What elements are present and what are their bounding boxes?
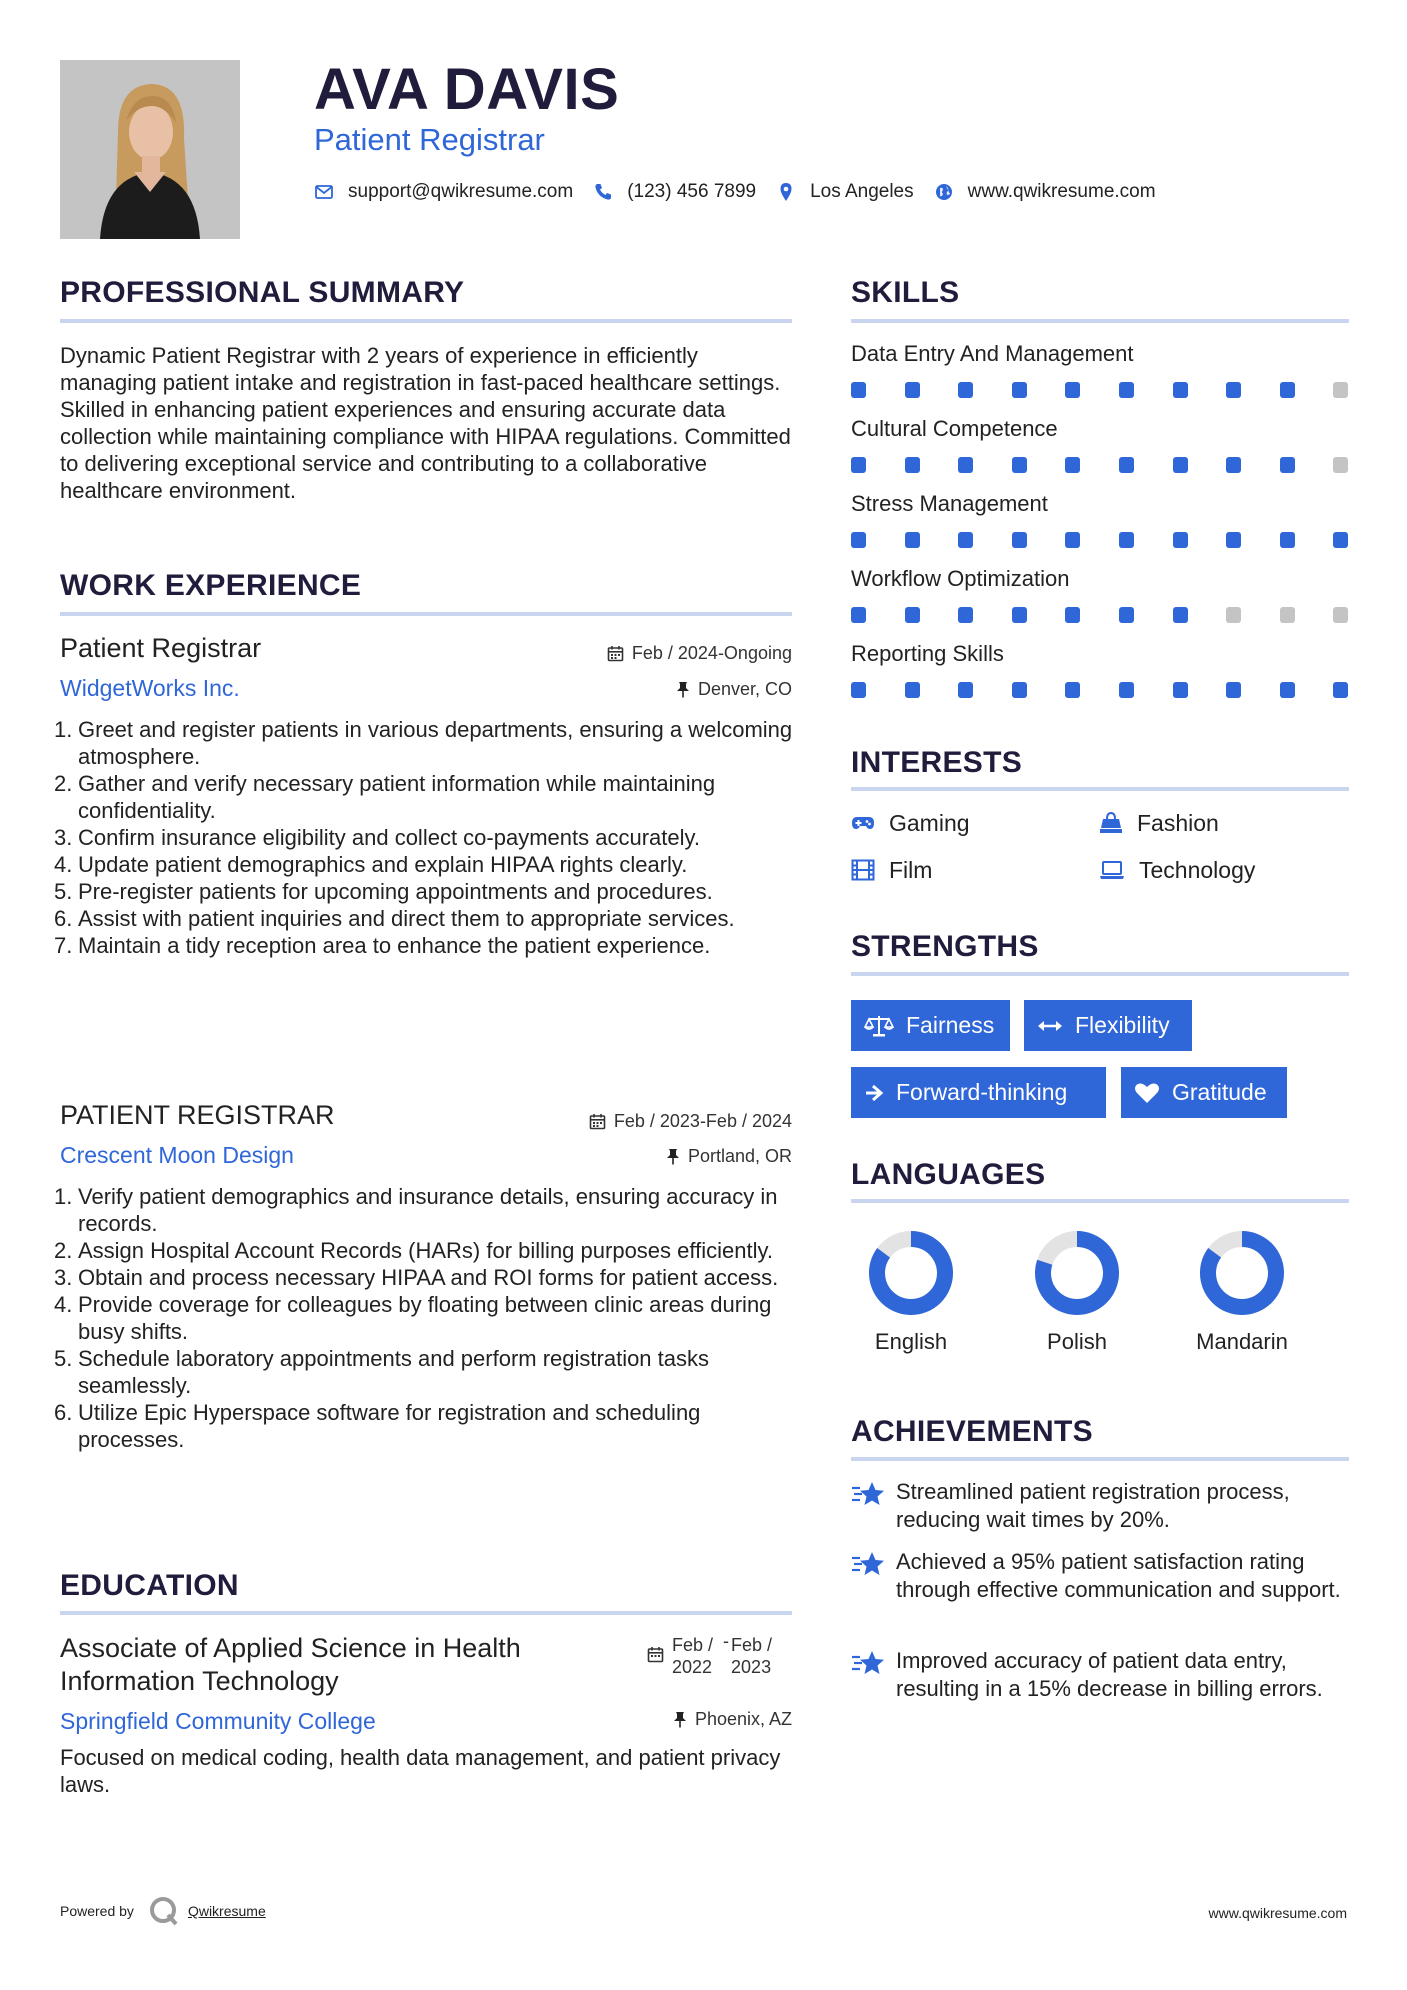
summary-divider [60, 319, 792, 323]
laptop-icon [1099, 860, 1125, 880]
skill-dot-filled [958, 607, 973, 623]
education-start-line-2: 2022 [672, 1657, 713, 1677]
skill-rating [851, 682, 1351, 700]
skill-dot-filled [1119, 457, 1134, 473]
interest-technology-label: Technology [1139, 857, 1256, 883]
candidate-title: Patient Registrar [314, 122, 545, 157]
list-item: Obtain and process necessary HIPAA and ROI forms for patient access. [78, 1265, 779, 1290]
job-2-location-text: Portland, OR [687, 1146, 792, 1166]
email-text: support@qwikresume.com [348, 181, 574, 202]
skill-dot-filled [851, 382, 866, 398]
map-marker-icon [776, 182, 796, 202]
language-donut [1199, 1230, 1285, 1316]
education-end-line-1: Feb / [731, 1635, 773, 1655]
list-item: Assist with patient inquiries and direct them to appropriate services. [78, 906, 735, 931]
skill-dot-filled [1173, 382, 1188, 398]
interest-fashion [1099, 808, 1219, 838]
education-school: Springfield Community College [60, 1708, 376, 1734]
degree-title [60, 1632, 521, 1698]
interest-technology [1099, 855, 1255, 885]
pushpin-icon [676, 681, 690, 698]
skill-rating [851, 607, 1351, 625]
contact-website[interactable] [934, 181, 1156, 203]
skill-name: Cultural Competence [851, 416, 1058, 441]
job-1-location-text: Denver, CO [697, 679, 792, 699]
education-start [672, 1634, 713, 1678]
achievements-heading: ACHIEVEMENTS [851, 1415, 1093, 1448]
skill-dot-filled [905, 457, 920, 473]
skill-dot-filled [851, 607, 866, 623]
list-item: Pre-register patients for upcoming appointments and procedures. [78, 879, 713, 904]
skill-dot-filled [1173, 607, 1188, 623]
skill-name: Data Entry And Management [851, 341, 1134, 366]
job-1-duties [78, 716, 798, 959]
skill-dot-filled [1226, 532, 1241, 548]
list-item: Utilize Epic Hyperspace software for registration and scheduling processes. [78, 1400, 701, 1452]
language-item [841, 1230, 981, 1356]
list-item: Assign Hospital Account Records (HARs) for billing purposes efficiently. [78, 1238, 773, 1263]
list-item: Verify patient demographics and insurance details, ensuring accuracy in records. [78, 1184, 778, 1236]
education-end [731, 1634, 772, 1678]
star-speed-icon [851, 1550, 885, 1578]
skill-dot-filled [958, 457, 973, 473]
job-2-location [666, 1144, 792, 1168]
degree-line-1: Associate of Applied Science in Health [60, 1633, 521, 1663]
qwikresume-logo-icon [148, 1895, 180, 1927]
skill-dot-filled [1119, 682, 1134, 698]
list-item: Provide coverage for colleagues by floating between clinic areas during busy shifts. [78, 1292, 772, 1344]
skill-dot-filled [1012, 607, 1027, 623]
language-item [1007, 1230, 1147, 1356]
skill-dot-filled [905, 382, 920, 398]
skill-dot-filled [1119, 607, 1134, 623]
achievements-divider [851, 1457, 1349, 1461]
languages-divider [851, 1199, 1349, 1203]
heart-icon [1134, 1082, 1160, 1104]
skill-dot-filled [1012, 532, 1027, 548]
strength-gratitude-label: Gratitude [1172, 1079, 1267, 1105]
job-2-company: Crescent Moon Design [60, 1142, 294, 1168]
contact-email[interactable] [314, 181, 573, 203]
degree-line-2: Information Technology [60, 1666, 339, 1696]
website-text: www.qwikresume.com [967, 181, 1156, 202]
skill-dot-empty [1226, 607, 1241, 623]
skill-dot-filled [958, 682, 973, 698]
summary-heading: PROFESSIONAL SUMMARY [60, 276, 465, 309]
skill-dot-filled [1280, 382, 1295, 398]
job-1-dates-text: Feb / 2024-Ongoing [631, 643, 792, 663]
arrows-horizontal-icon [1037, 1018, 1063, 1034]
experience-divider [60, 612, 792, 616]
skill-dot-filled [905, 532, 920, 548]
interest-fashion-label: Fashion [1137, 810, 1219, 836]
skill-rating [851, 382, 1351, 400]
phone-text: (123) 456 7899 [627, 181, 757, 202]
calendar-icon [589, 1113, 606, 1130]
phone-icon [593, 182, 613, 202]
skill-dot-filled [1065, 457, 1080, 473]
education-date-separator: - [723, 1631, 730, 1651]
interests-divider [851, 787, 1349, 791]
job-2-duties [78, 1183, 798, 1453]
interest-gaming-label: Gaming [889, 810, 970, 836]
skills-divider [851, 319, 1349, 323]
contact-location [776, 181, 914, 203]
candidate-name: AVA DAVIS [314, 57, 620, 122]
education-heading: EDUCATION [60, 1569, 239, 1602]
skill-dot-filled [1280, 682, 1295, 698]
education-divider [60, 1611, 792, 1615]
skill-dot-filled [905, 682, 920, 698]
pushpin-icon [666, 1148, 680, 1165]
skill-dot-filled [1333, 532, 1348, 548]
interest-gaming [851, 808, 970, 838]
profile-photo [60, 60, 240, 239]
balance-scale-icon [864, 1014, 894, 1038]
skill-name: Workflow Optimization [851, 566, 1070, 591]
skill-dot-filled [1333, 682, 1348, 698]
list-item: Confirm insurance eligibility and collect co-payments accurately. [78, 825, 700, 850]
skill-dot-empty [1333, 457, 1348, 473]
list-item: Gather and verify necessary patient information while maintaining confidentiality. [78, 771, 716, 823]
strengths-divider [851, 972, 1349, 976]
interest-film-label: Film [889, 857, 933, 883]
skill-dot-filled [1280, 532, 1295, 548]
strength-forward-thinking [851, 1067, 1106, 1118]
language-item [1172, 1230, 1312, 1356]
arrow-right-icon [864, 1083, 884, 1103]
interest-film [851, 855, 932, 885]
education-end-line-2: 2023 [731, 1657, 772, 1677]
list-item: Update patient demographics and explain HIPAA rights clearly. [78, 852, 688, 877]
job-2-dates [589, 1109, 792, 1133]
language-donut [868, 1230, 954, 1316]
skill-dot-filled [851, 457, 866, 473]
calendar-icon [647, 1646, 664, 1663]
strength-flexibility [1024, 1000, 1192, 1051]
skill-rating [851, 457, 1351, 475]
experience-heading: WORK EXPERIENCE [60, 569, 362, 602]
footer-powered-by [60, 1895, 266, 1927]
education-start-line-1: Feb / [672, 1635, 714, 1655]
interests-heading: INTERESTS [851, 746, 1023, 779]
job-2-dates-text: Feb / 2023-Feb / 2024 [613, 1111, 792, 1131]
skill-dot-filled [1065, 532, 1080, 548]
skill-dot-filled [1065, 382, 1080, 398]
skill-dot-filled [1012, 382, 1027, 398]
skill-dot-filled [1280, 457, 1295, 473]
list-item: Schedule laboratory appointments and perform registration tasks seamlessly. [78, 1346, 710, 1398]
contact-bar [314, 178, 1176, 206]
skill-dot-filled [1065, 607, 1080, 623]
strength-gratitude [1121, 1067, 1287, 1118]
skill-dot-empty [1333, 607, 1348, 623]
skill-name: Reporting Skills [851, 641, 1004, 666]
list-item: Greet and register patients in various departments, ensuring a welcoming atmosphere. [78, 717, 793, 769]
language-name: English [874, 1329, 948, 1354]
location-text: Los Angeles [810, 181, 914, 202]
skill-dot-filled [1119, 532, 1134, 548]
job-1-title: Patient Registrar [60, 633, 262, 663]
skill-dot-empty [1280, 607, 1295, 623]
skill-dot-filled [1173, 682, 1188, 698]
achievement-text: Achieved a 95% patient satisfaction rating through effective communication and support. [896, 1549, 1341, 1602]
language-name: Polish [1047, 1329, 1107, 1354]
strength-fairness-label: Fairness [906, 1012, 995, 1038]
skills-heading: SKILLS [851, 276, 960, 309]
education-description: Focused on medical coding, health data management, and patient privacy laws. [60, 1745, 781, 1797]
job-2-title: PATIENT REGISTRAR [60, 1100, 335, 1130]
skill-dot-empty [1333, 382, 1348, 398]
skill-dot-filled [851, 682, 866, 698]
skill-dot-filled [1012, 457, 1027, 473]
skill-dot-filled [1012, 682, 1027, 698]
achievement-text: Improved accuracy of patient data entry, resulting in a 15% decrease in billing errors. [896, 1648, 1323, 1701]
pushpin-icon [673, 1711, 687, 1728]
language-name: Mandarin [1196, 1329, 1288, 1354]
achievement-text: Streamlined patient registration process, reducing wait times by 20%. [896, 1479, 1290, 1532]
job-1-location [676, 677, 792, 701]
languages-heading: LANGUAGES [851, 1158, 1046, 1191]
skill-dot-filled [958, 532, 973, 548]
globe-icon [934, 182, 954, 202]
skill-name: Stress Management [851, 491, 1048, 516]
skill-dot-filled [1173, 532, 1188, 548]
powered-by-text: Powered by [60, 1903, 134, 1919]
skill-dot-filled [1119, 382, 1134, 398]
calendar-icon [607, 645, 624, 662]
gamepad-icon [851, 814, 875, 832]
education-location-text: Phoenix, AZ [694, 1709, 792, 1729]
skill-dot-filled [1226, 382, 1241, 398]
job-1-dates [607, 641, 792, 665]
summary-text: Dynamic Patient Registrar with 2 years of experience in efficiently managing patient intake and registration in fast-paced healthcare settings. Skilled in enhancing patient experiences and ensuring accurate data collection while maintaining compliance with HIPAA regulations. Committed to delivering exceptional service and contributing to a collaborative healthcare environment. [60, 343, 791, 503]
strengths-heading: STRENGTHS [851, 930, 1039, 963]
strength-flexibility-label: Flexibility [1075, 1012, 1170, 1038]
skill-dot-filled [1173, 457, 1188, 473]
job-1-company: WidgetWorks Inc. [60, 675, 240, 701]
skill-rating [851, 532, 1351, 550]
education-location [673, 1707, 792, 1731]
skill-dot-filled [1065, 682, 1080, 698]
skill-dot-filled [905, 607, 920, 623]
language-donut [1034, 1230, 1120, 1316]
envelope-icon [314, 182, 334, 202]
footer-website[interactable]: www.qwikresume.com [1208, 1905, 1347, 1921]
contact-phone[interactable] [593, 181, 756, 203]
skill-dot-filled [1226, 457, 1241, 473]
qwikresume-link[interactable]: Qwikresume [187, 1903, 266, 1919]
strength-forward-thinking-label: Forward-thinking [896, 1079, 1068, 1105]
education-dates [647, 1631, 773, 1678]
list-item: Maintain a tidy reception area to enhance the patient experience. [78, 933, 711, 958]
strength-fairness [851, 1000, 1010, 1051]
film-icon [851, 859, 875, 881]
star-speed-icon [851, 1649, 885, 1677]
skill-dot-filled [958, 382, 973, 398]
skill-dot-filled [851, 532, 866, 548]
skill-dot-filled [1226, 682, 1241, 698]
star-speed-icon [851, 1480, 885, 1508]
shopping-bag-icon [1099, 812, 1123, 834]
